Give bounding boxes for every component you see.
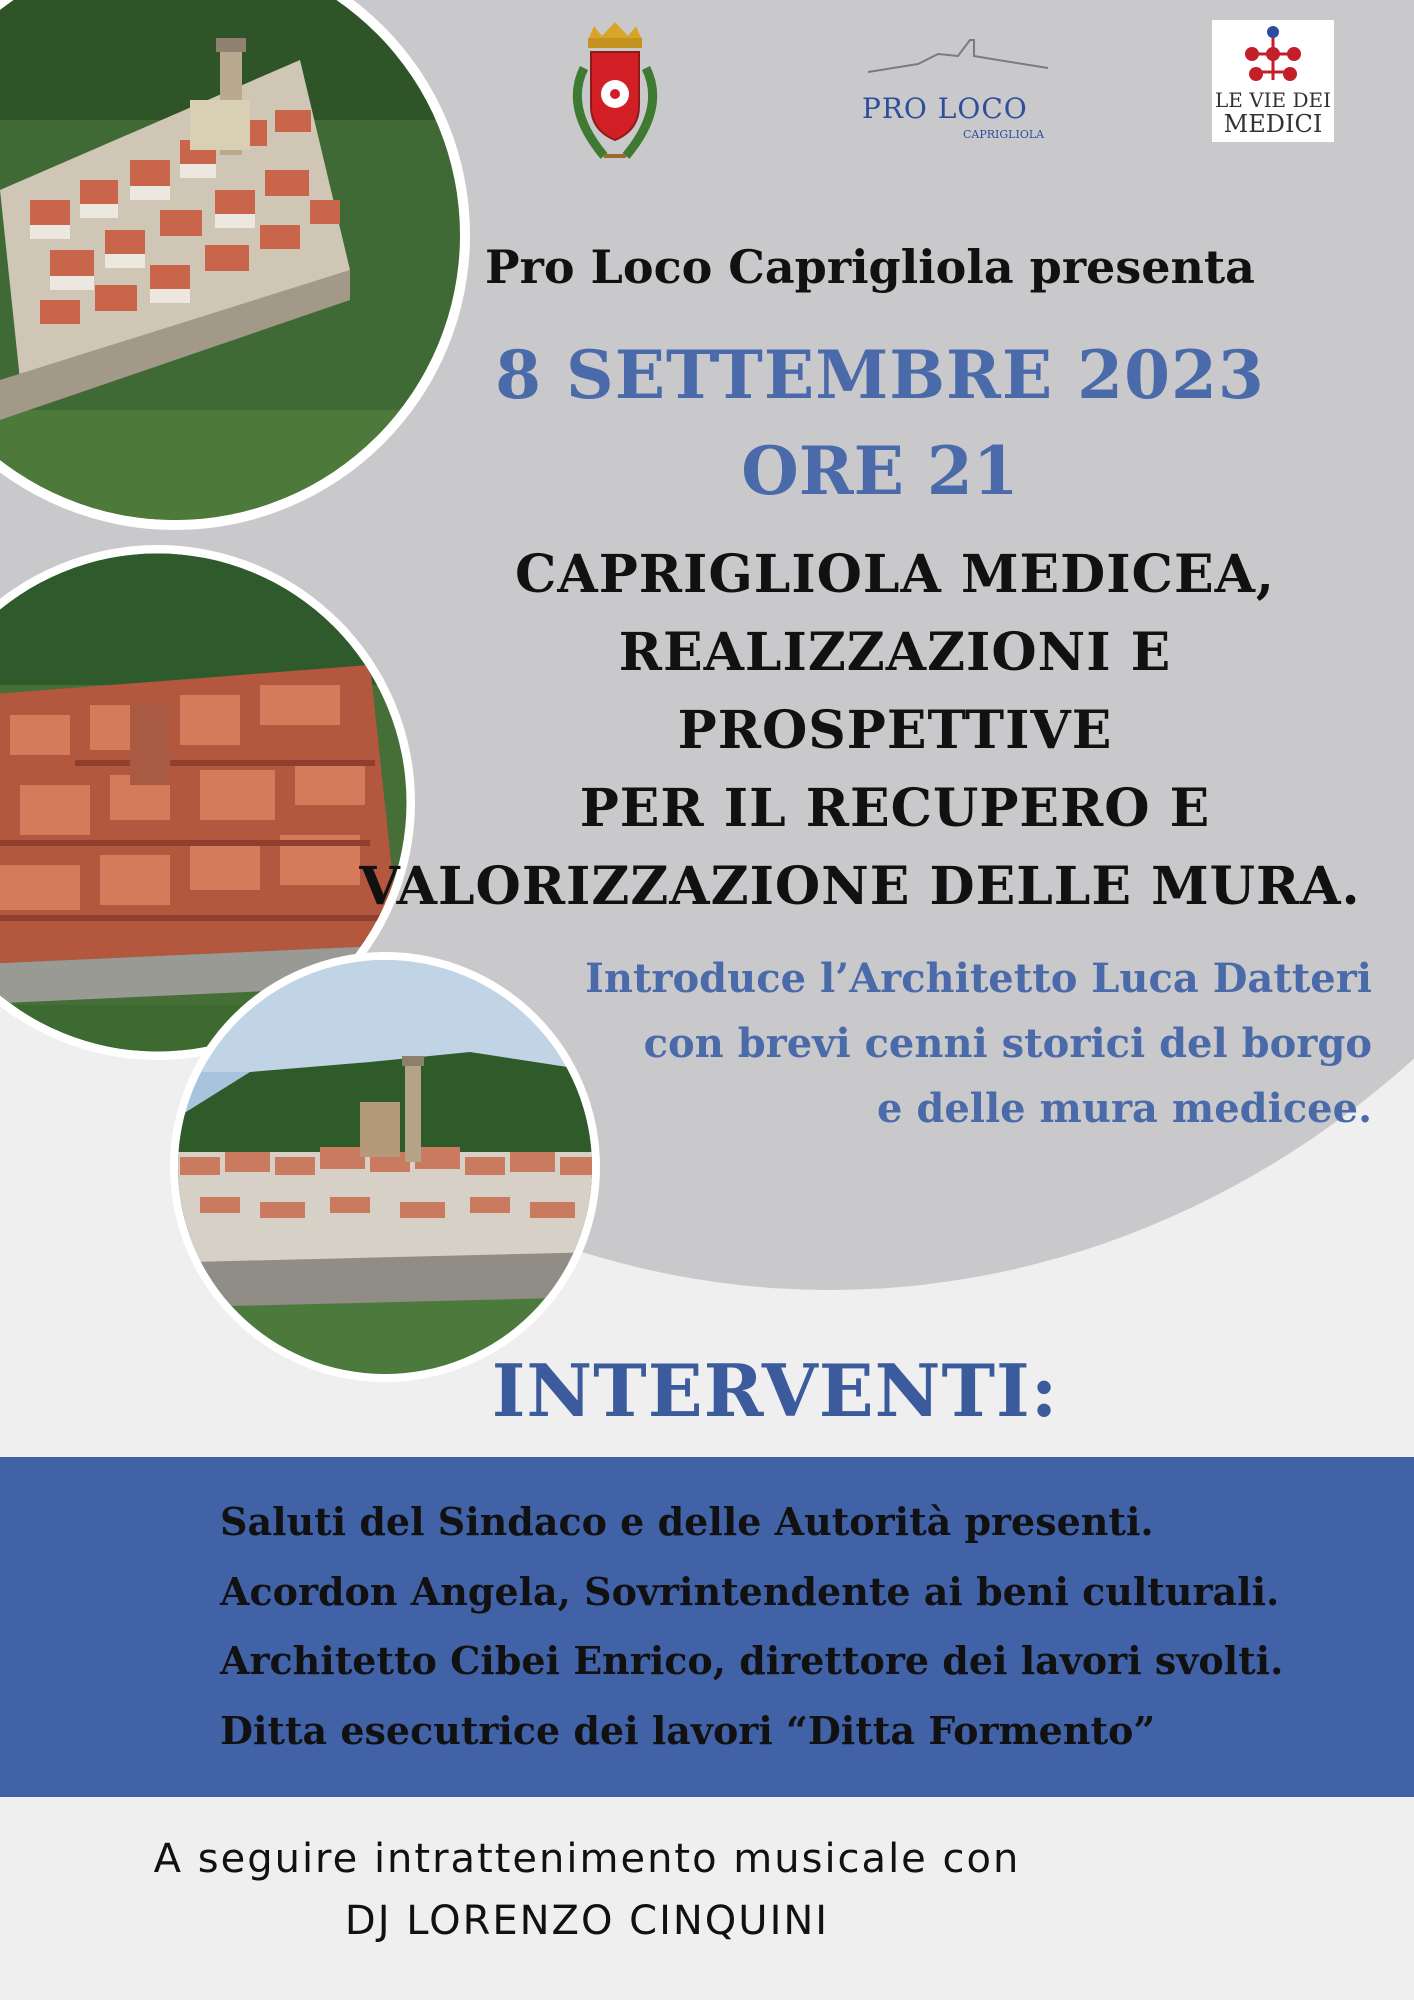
pro-loco-logo-text: PRO LOCO (862, 92, 1028, 125)
skyline-icon (858, 34, 1058, 74)
interventi-item: Architetto Cibei Enrico, direttore dei lavori svolti. (220, 1638, 1284, 1683)
intro-line: con brevi cenni storici del borgo (643, 1020, 1372, 1067)
interventi-item: Saluti del Sindaco e delle Autorità presenti. (220, 1499, 1154, 1544)
event-title-line: REALIZZAZIONI E PROSPETTIVE (618, 622, 1172, 761)
event-title (359, 536, 1395, 926)
interventi-band (0, 1457, 1414, 1797)
interventi-heading: INTERVENTI: (491, 1348, 1059, 1433)
footer-line-1: A seguire intrattenimento musicale con (153, 1836, 1021, 1882)
event-introduction (472, 946, 1372, 1141)
event-title-line: VALORIZZAZIONE DELLE MURA. (359, 856, 1361, 917)
coat-of-arms-icon (558, 18, 672, 170)
medici-logo-text: MEDICI (1223, 110, 1323, 138)
footer-dj-name: DJ LORENZO CINQUINI (344, 1898, 830, 1944)
event-title-line: CAPRIGLIOLA MEDICEA, (514, 544, 1276, 605)
pro-loco-caprigliola-logo (858, 34, 1058, 146)
interventi-item: Acordon Angela, Sovrintendente ai beni culturali. (220, 1569, 1280, 1614)
event-title-line: PER IL RECUPERO E (579, 778, 1211, 839)
event-date: 8 SETTEMBRE 2023 (495, 336, 1265, 414)
intro-line: e delle mura medicee. (877, 1085, 1372, 1132)
pro-loco-logo-subtext: CAPRIGLIOLA (963, 128, 1045, 141)
le-vie-dei-logo-text: LE VIE DEI (1214, 88, 1332, 112)
event-time: ORE 21 (741, 432, 1019, 510)
interventi-item: Ditta esecutrice dei lavori “Ditta Formento” (220, 1708, 1156, 1753)
intro-line: Introduce l’Architetto Luca Datteri (585, 955, 1372, 1002)
presenter-line: Pro Loco Caprigliola presenta (485, 240, 1255, 294)
medici-balls-icon (1212, 20, 1334, 86)
le-vie-dei-medici-logo (1212, 20, 1334, 142)
